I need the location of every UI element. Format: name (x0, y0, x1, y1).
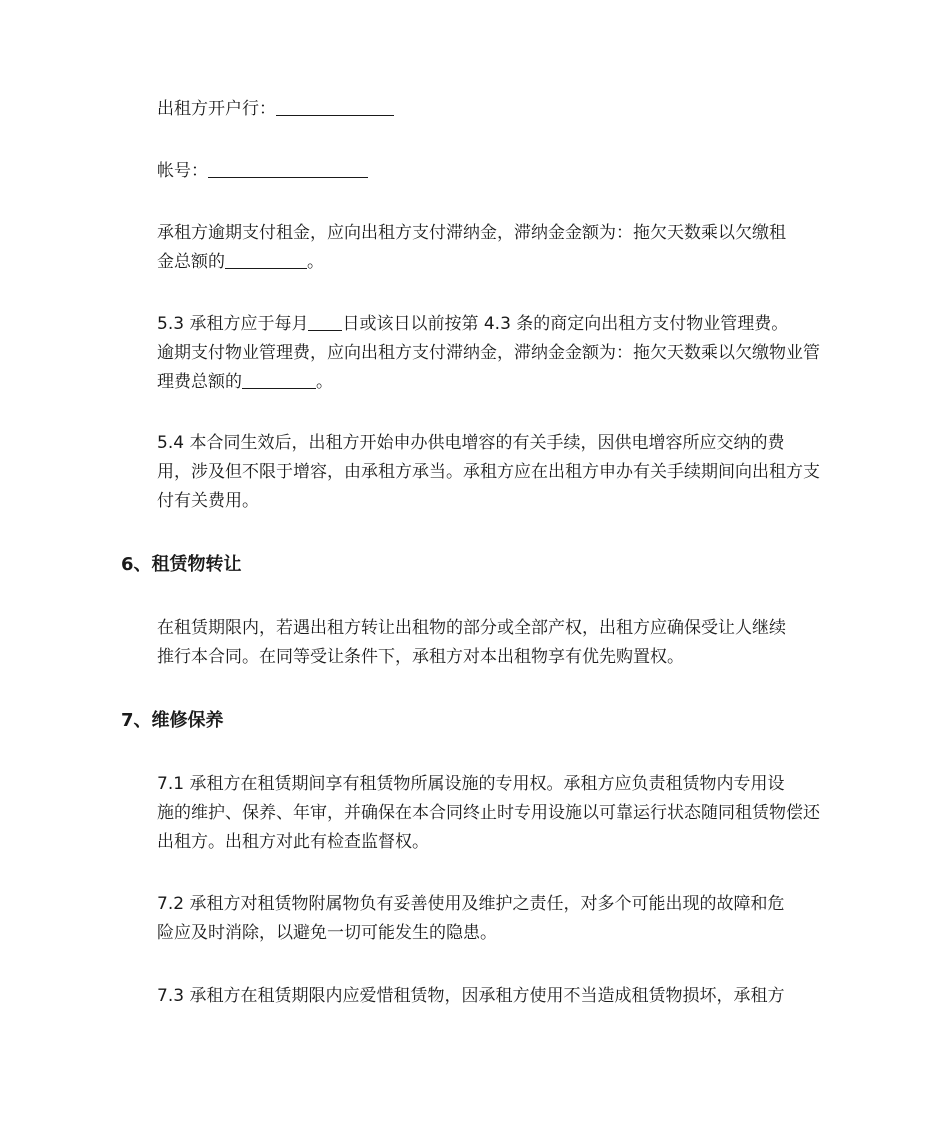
bank-blank (276, 97, 394, 116)
clause-5-4-line1: 5.4 本合同生效后，出租方开始申办供电增容的有关手续，因供电增容所应交纳的费 (157, 433, 785, 453)
clause-5-4-line2: 用，涉及但不限于增容，由承租方承当。承租方应在出租方申办有关手续期间向出租方支 (157, 462, 820, 482)
section-6-paragraph (121, 614, 831, 672)
bank-line (121, 95, 831, 124)
bank-label: 出租方开户行： (157, 99, 276, 119)
clause-5-3 (121, 310, 831, 397)
clause-5-3-amount-blank (242, 370, 316, 389)
clause-5-3-day-blank (308, 312, 342, 331)
clause-5-3-line2: 逾期支付物业管理费，应向出租方支付滞纳金，滞纳金金额为：拖欠天数乘以欠缴物业管 (157, 343, 820, 363)
section-7-heading: 7、维修保养 (121, 710, 224, 731)
clause-5-4 (121, 429, 831, 516)
late-rent-line2 (121, 248, 831, 277)
clause-5-3-line3-pre: 理费总额的 (157, 372, 242, 392)
section-6-line2: 推行本合同。在同等受让条件下，承租方对本出租物享有优先购置权。 (157, 647, 684, 667)
account-line (121, 157, 831, 186)
account-blank (208, 159, 368, 178)
clause-7-2-line2: 险应及时消除，以避免一切可能发生的隐患。 (157, 923, 497, 943)
section-6-line1: 在租赁期限内，若遇出租方转让出租物的部分或全部产权，出租方应确保受让人继续 (157, 618, 786, 638)
clause-5-3-line3-post: 。 (316, 372, 333, 392)
late-rent-line1: 承租方逾期支付租金，应向出租方支付滞纳金，滞纳金金额为：拖欠天数乘以欠缴租 (157, 223, 786, 243)
clause-7-3 (121, 982, 831, 1011)
late-rent-line2-pre: 金总额的 (157, 252, 225, 272)
clause-5-3-line1-pre: 5.3 承租方应于每月 (157, 314, 309, 334)
clause-5-4-line3: 付有关费用。 (157, 491, 259, 511)
late-rent-line2-post: 。 (307, 252, 324, 272)
clause-5-3-line1 (121, 310, 831, 339)
clause-5-3-line1-post: 日或该日以前按第 4.3 条的商定向出租方支付物业管理费。 (342, 314, 789, 334)
clause-7-1 (121, 770, 831, 857)
late-rent-paragraph (121, 219, 831, 277)
clause-7-2 (121, 890, 831, 948)
clause-7-2-line1: 7.2 承租方对租赁物附属物负有妥善使用及维护之责任，对多个可能出现的故障和危 (157, 894, 785, 914)
clause-7-1-line3: 出租方。出租方对此有检查监督权。 (157, 832, 429, 852)
clause-5-3-line3 (121, 368, 831, 397)
section-6-heading: 6、租赁物转让 (121, 554, 242, 575)
account-label: 帐号： (157, 161, 208, 181)
clause-7-1-line1: 7.1 承租方在租赁期间享有租赁物所属设施的专用权。承租方应负责租赁物内专用设 (157, 774, 785, 794)
late-rent-blank (225, 250, 307, 269)
clause-7-3-line1: 7.3 承租方在租赁期限内应爱惜租赁物，因承租方使用不当造成租赁物损坏，承租方 (157, 986, 785, 1006)
clause-7-1-line2: 施的维护、保养、年审，并确保在本合同终止时专用设施以可靠运行状态随同租赁物偿还 (157, 803, 820, 823)
